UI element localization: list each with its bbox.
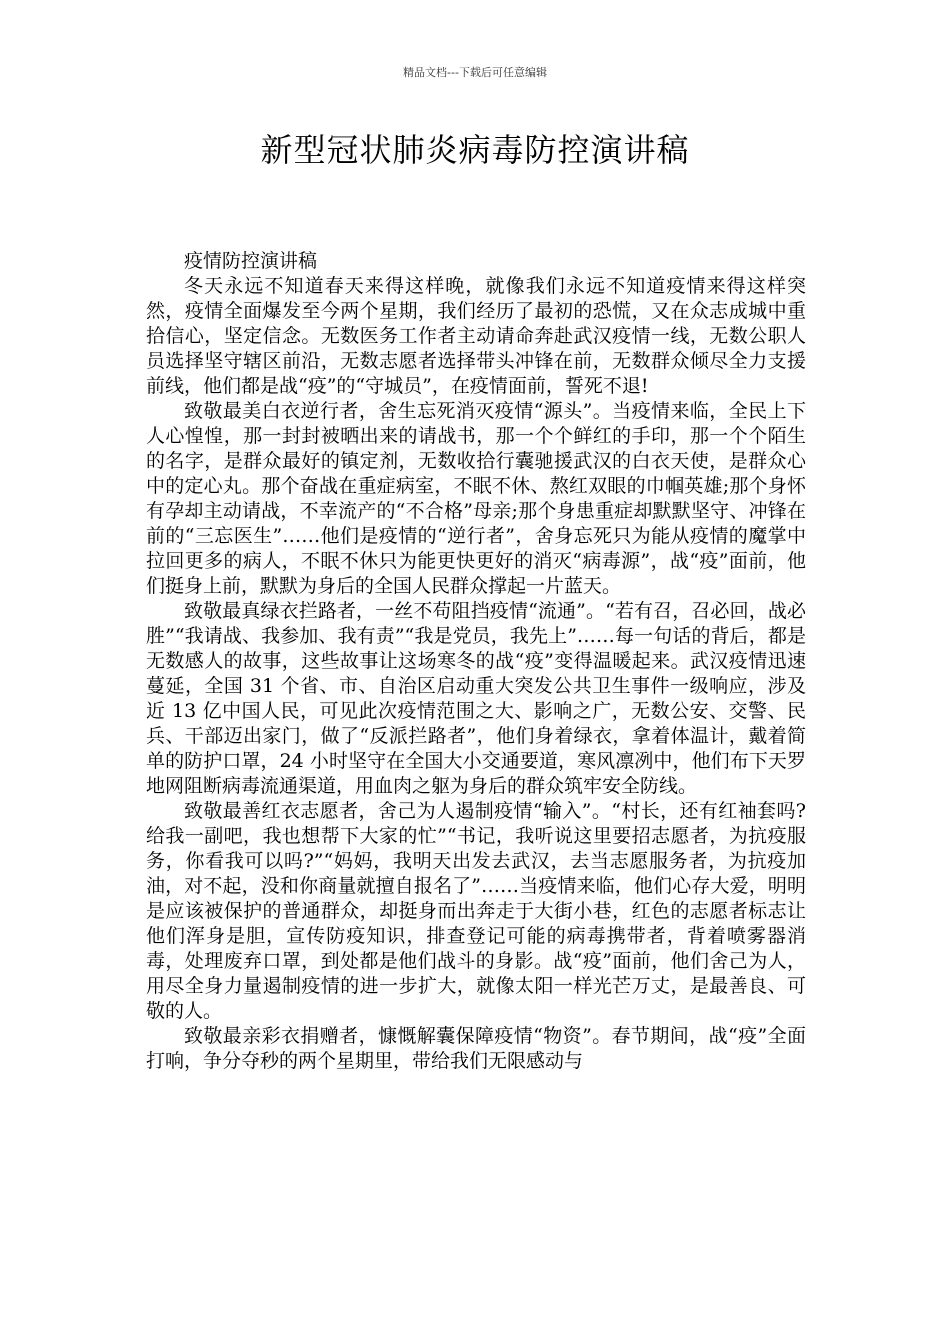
document-body <box>146 249 806 1074</box>
paragraph-subtitle: 疫情防控演讲稿 <box>184 250 318 272</box>
paragraph: 致敬最美白衣逆行者，舍生忘死消灭疫情“源头”。当疫情来临，全民上下人心惶惶，那一封封被晒出来的请战书，那一个个鲜红的手印，那一个个陌生的名字，是群众最好的镇定剂，无数收拾行囊驰援武汉的白衣天使，是群众心中的定心丸。那个奋战在重症病室，不眠不休、熬红双眼的巾帼英雄;那个身怀有孕却主动请战，不幸流产的“不合格”母亲;那个身患重症却默默坚守、冲锋在前的“三忘医生”……他们是疫情的“逆行者”，舍身忘死只为能从疫情的魔掌中拉回更多的病人，不眠不休只为能更快更好的消灭“病毒源”，战“疫”面前，他们挺身上前，默默为身后的全国人民群众撑起一片蓝天。 <box>146 400 806 597</box>
paragraph: 致敬最善红衣志愿者，舍己为人遏制疫情“输入”。“村长，还有红袖套吗?给我一副吧，我也想帮下大家的忙”“书记，我听说这里要招志愿者，为抗疫服务，你看我可以吗?”“妈妈，我明天出发去武汉，去当志愿服务者，为抗疫加油，对不起，没和你商量就擅自报名了”……当疫情来临，他们心存大爱，明明是应该被保护的普通群众，却挺身而出奔走于大街小巷，红色的志愿者标志让他们浑身是胆，宣传防疫知识，排查登记可能的病毒携带者，背着喷雾器消毒，处理废弃口罩，到处都是他们战斗的身影。战“疫”面前，他们舍己为人，用尽全身力量遏制疫情的进一步扩大，就像太阳一样光芒万丈，是最善良、可敬的人。 <box>146 800 806 1022</box>
header-note: 精品文档---下载后可任意编辑 <box>403 66 547 79</box>
document-title: 新型冠状肺炎病毒防控演讲稿 <box>260 131 690 169</box>
paragraph: 冬天永远不知道春天来得这样晚，就像我们永远不知道疫情来得这样突然，疫情全面爆发至今两个星期，我们经历了最初的恐慌，又在众志成城中重拾信心，坚定信念。无数医务工作者主动请命奔赴武汉疫情一线，无数公职人员选择坚守辖区前沿，无数志愿者选择带头冲锋在前，无数群众倾尽全力支援前线，他们都是战“疫”的“守城员”，在疫情面前，誓死不退! <box>146 275 806 397</box>
paragraph: 致敬最亲彩衣捐赠者，慷慨解囊保障疫情“物资”。春节期间，战“疫”全面打响，争分夺秒的两个星期里，带给我们无限感动与 <box>146 1025 806 1072</box>
paragraph: 致敬最真绿衣拦路者，一丝不苟阻挡疫情“流通”。“若有召，召必回，战必胜”“我请战、我参加、我有责”“我是党员，我先上”……每一句话的背后，都是无数感人的故事，这些故事让这场寒冬的战“疫”变得温暖起来。武汉疫情迅速蔓延，全国 31 个省、市、自治区启动重大突发公共卫生事件一级响应，涉及近 13 亿中国人民，可见此次疫情范围之大、影响之广，无数公安、交警、民兵、干部迈出家门，做了“反派拦路者”，他们身着绿衣，拿着体温计，戴着简单的防护口罩，24 小时坚守在全国大小交通要道，寒风凛冽中，他们布下天罗地网阻断病毒流通渠道，用血肉之躯为身后的群众筑牢安全防线。 <box>146 600 806 797</box>
